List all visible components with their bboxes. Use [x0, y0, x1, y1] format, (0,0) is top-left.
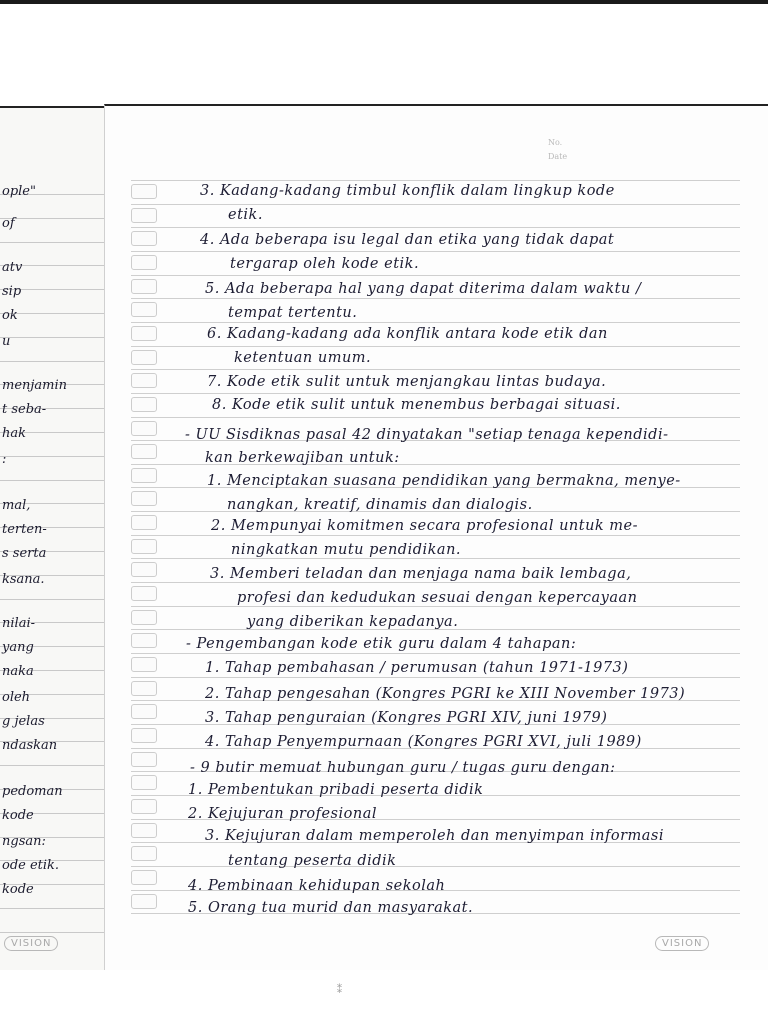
handwritten-line: 5. Ada beberapa hal yang dapat diterima dalam waktu /: [205, 281, 642, 297]
left-page-fragment: t seba-: [2, 402, 47, 417]
left-page-fragment: oleh: [2, 690, 31, 705]
margin-checkbox: [131, 302, 157, 317]
handwritten-line: 4. Ada beberapa isu legal dan etika yang tidak dapat: [200, 232, 615, 248]
left-page-fragment: terten-: [2, 522, 47, 537]
left-notebook-page: [0, 106, 104, 970]
handwritten-line: yang diberikan kepadanya.: [247, 614, 459, 630]
margin-checkbox: [131, 657, 157, 672]
handwritten-line: tempat tertentu.: [228, 305, 358, 321]
handwritten-line: 8. Kode etik sulit untuk menembus berbagai situasi.: [212, 397, 621, 413]
margin-checkbox: [131, 704, 157, 719]
left-page-fragment: mal,: [2, 498, 31, 513]
handwritten-line: 1. Menciptakan suasana pendidikan yang bermakna, menye-: [207, 473, 681, 489]
date-label: Date: [548, 152, 568, 161]
left-page-fragment: ok: [2, 308, 18, 323]
margin-checkbox: [131, 208, 157, 223]
margin-checkbox: [131, 894, 157, 909]
margin-checkbox: [131, 468, 157, 483]
left-ruled-line: [0, 932, 104, 933]
left-page-fragment: ngsan:: [2, 834, 46, 849]
ruled-line: [131, 558, 740, 559]
margin-checkbox: [131, 728, 157, 743]
handwritten-line: 6. Kadang-kadang ada konflik antara kode etik dan: [207, 326, 608, 342]
margin-checkbox: [131, 586, 157, 601]
left-page-fragment: nilai-: [2, 616, 35, 631]
margin-checkbox: [131, 846, 157, 861]
margin-checkbox: [131, 752, 157, 767]
ruled-line: [131, 322, 740, 323]
left-page-fragment: :: [2, 452, 7, 467]
handwritten-line: etik.: [228, 207, 263, 223]
margin-checkbox: [131, 491, 157, 506]
left-page-fragment: kode: [2, 808, 34, 823]
ruled-line: [131, 275, 740, 276]
left-page-fragment: of: [2, 216, 15, 231]
handwritten-line: 2. Kejujuran profesional: [188, 806, 377, 822]
handwritten-line: 3. Kejujuran dalam memperoleh dan menyimpan informasi: [205, 828, 664, 844]
handwritten-line: tentang peserta didik: [228, 853, 397, 869]
scan-top-edge: [0, 0, 768, 4]
ruled-line: [131, 535, 740, 536]
paper-speck: ⁑: [337, 985, 342, 996]
handwritten-line: 2. Tahap pengesahan (Kongres PGRI ke XIII November 1973): [205, 686, 686, 702]
left-ruled-line: [0, 765, 104, 766]
ruled-line: [131, 393, 740, 394]
ruled-line: [131, 298, 740, 299]
ruled-line: [131, 582, 740, 583]
left-page-fragment: u: [2, 334, 11, 349]
margin-checkbox: [131, 444, 157, 459]
handwritten-line: - Pengembangan kode etik guru dalam 4 tahapan:: [186, 636, 577, 652]
handwritten-line: 1. Pembentukan pribadi peserta didik: [188, 782, 484, 798]
ruled-line: [131, 227, 740, 228]
margin-checkbox: [131, 775, 157, 790]
vision-logo-right: VISION: [655, 936, 709, 951]
left-ruled-line: [0, 480, 104, 481]
margin-checkbox: [131, 255, 157, 270]
margin-checkbox: [131, 870, 157, 885]
handwritten-line: 3. Kadang-kadang timbul konflik dalam lingkup kode: [200, 183, 615, 199]
handwritten-line: kan berkewajiban untuk:: [205, 450, 400, 466]
margin-checkbox: [131, 515, 157, 530]
handwritten-line: 1. Tahap pembahasan / perumusan (tahun 1971-1973): [205, 660, 629, 676]
margin-checkbox: [131, 231, 157, 246]
left-page-fragment: naka: [2, 664, 34, 679]
margin-checkbox: [131, 421, 157, 436]
margin-checkbox: [131, 373, 157, 388]
margin-checkbox: [131, 681, 157, 696]
handwritten-line: 2. Mempunyai komitmen secara profesional untuk me-: [211, 518, 639, 534]
left-page-fragment: menjamin: [2, 378, 68, 393]
handwritten-line: 4. Pembinaan kehidupan sekolah: [188, 878, 446, 894]
left-page-fragment: g jelas: [2, 714, 45, 729]
margin-checkbox: [131, 562, 157, 577]
left-ruled-line: [0, 908, 104, 909]
left-page-fragment: yang: [2, 640, 34, 655]
ruled-line: [131, 180, 740, 181]
left-page-fragment: atv: [2, 260, 23, 275]
handwritten-line: 7. Kode etik sulit untuk menjangkau lintas budaya.: [207, 374, 607, 390]
left-ruled-line: [0, 337, 104, 338]
margin-checkbox: [131, 799, 157, 814]
ruled-line: [131, 204, 740, 205]
vision-logo-left: VISION: [4, 936, 58, 951]
ruled-line: [131, 866, 740, 867]
left-ruled-line: [0, 361, 104, 362]
left-page-fragment: ople": [2, 184, 36, 199]
left-page-fragment: sip: [2, 284, 22, 299]
handwritten-line: 5. Orang tua murid dan masyarakat.: [188, 900, 474, 916]
left-ruled-line: [0, 456, 104, 457]
left-page-fragment: hak: [2, 426, 27, 441]
left-page-fragment: ode etik.: [2, 858, 60, 873]
left-page-fragment: kode: [2, 882, 34, 897]
ruled-line: [131, 653, 740, 654]
handwritten-line: - UU Sisdiknas pasal 42 dinyatakan "setiap tenaga kependidi-: [185, 427, 669, 443]
ruled-line: [131, 417, 740, 418]
left-page-fragment: s serta: [2, 546, 47, 561]
margin-checkbox: [131, 539, 157, 554]
ruled-line: [131, 677, 740, 678]
margin-checkbox: [131, 326, 157, 341]
handwritten-line: 4. Tahap Penyempurnaan (Kongres PGRI XVI, juli 1989): [205, 734, 642, 750]
margin-checkbox: [131, 633, 157, 648]
handwritten-line: nangkan, kreatif, dinamis dan dialogis.: [227, 497, 533, 513]
ruled-line: [131, 251, 740, 252]
handwritten-line: tergarap oleh kode etik.: [230, 256, 420, 272]
handwritten-line: - 9 butir memuat hubungan guru / tugas guru dengan:: [190, 760, 616, 776]
left-page-fragment: pedoman: [2, 784, 63, 799]
left-ruled-line: [0, 599, 104, 600]
margin-checkbox: [131, 823, 157, 838]
no-label: No.: [548, 138, 563, 147]
margin-checkbox: [131, 350, 157, 365]
ruled-line: [131, 369, 740, 370]
handwritten-line: 3. Memberi teladan dan menjaga nama baik lembaga,: [210, 566, 632, 582]
no-date-header: [548, 136, 567, 164]
margin-checkbox: [131, 610, 157, 625]
left-page-fragment: ksana.: [2, 572, 45, 587]
handwritten-line: ningkatkan mutu pendidikan.: [231, 542, 462, 558]
ruled-line: [131, 606, 740, 607]
handwritten-line: ketentuan umum.: [234, 350, 372, 366]
handwritten-line: profesi dan kedudukan sesuai dengan kepercayaan: [237, 590, 638, 606]
margin-checkbox: [131, 184, 157, 199]
left-page-fragment: ndaskan: [2, 738, 58, 753]
left-ruled-line: [0, 218, 104, 219]
handwritten-line: 3. Tahap penguraian (Kongres PGRI XIV, juni 1979): [205, 710, 608, 726]
margin-checkbox: [131, 279, 157, 294]
ruled-line: [131, 346, 740, 347]
left-ruled-line: [0, 242, 104, 243]
margin-checkbox: [131, 397, 157, 412]
